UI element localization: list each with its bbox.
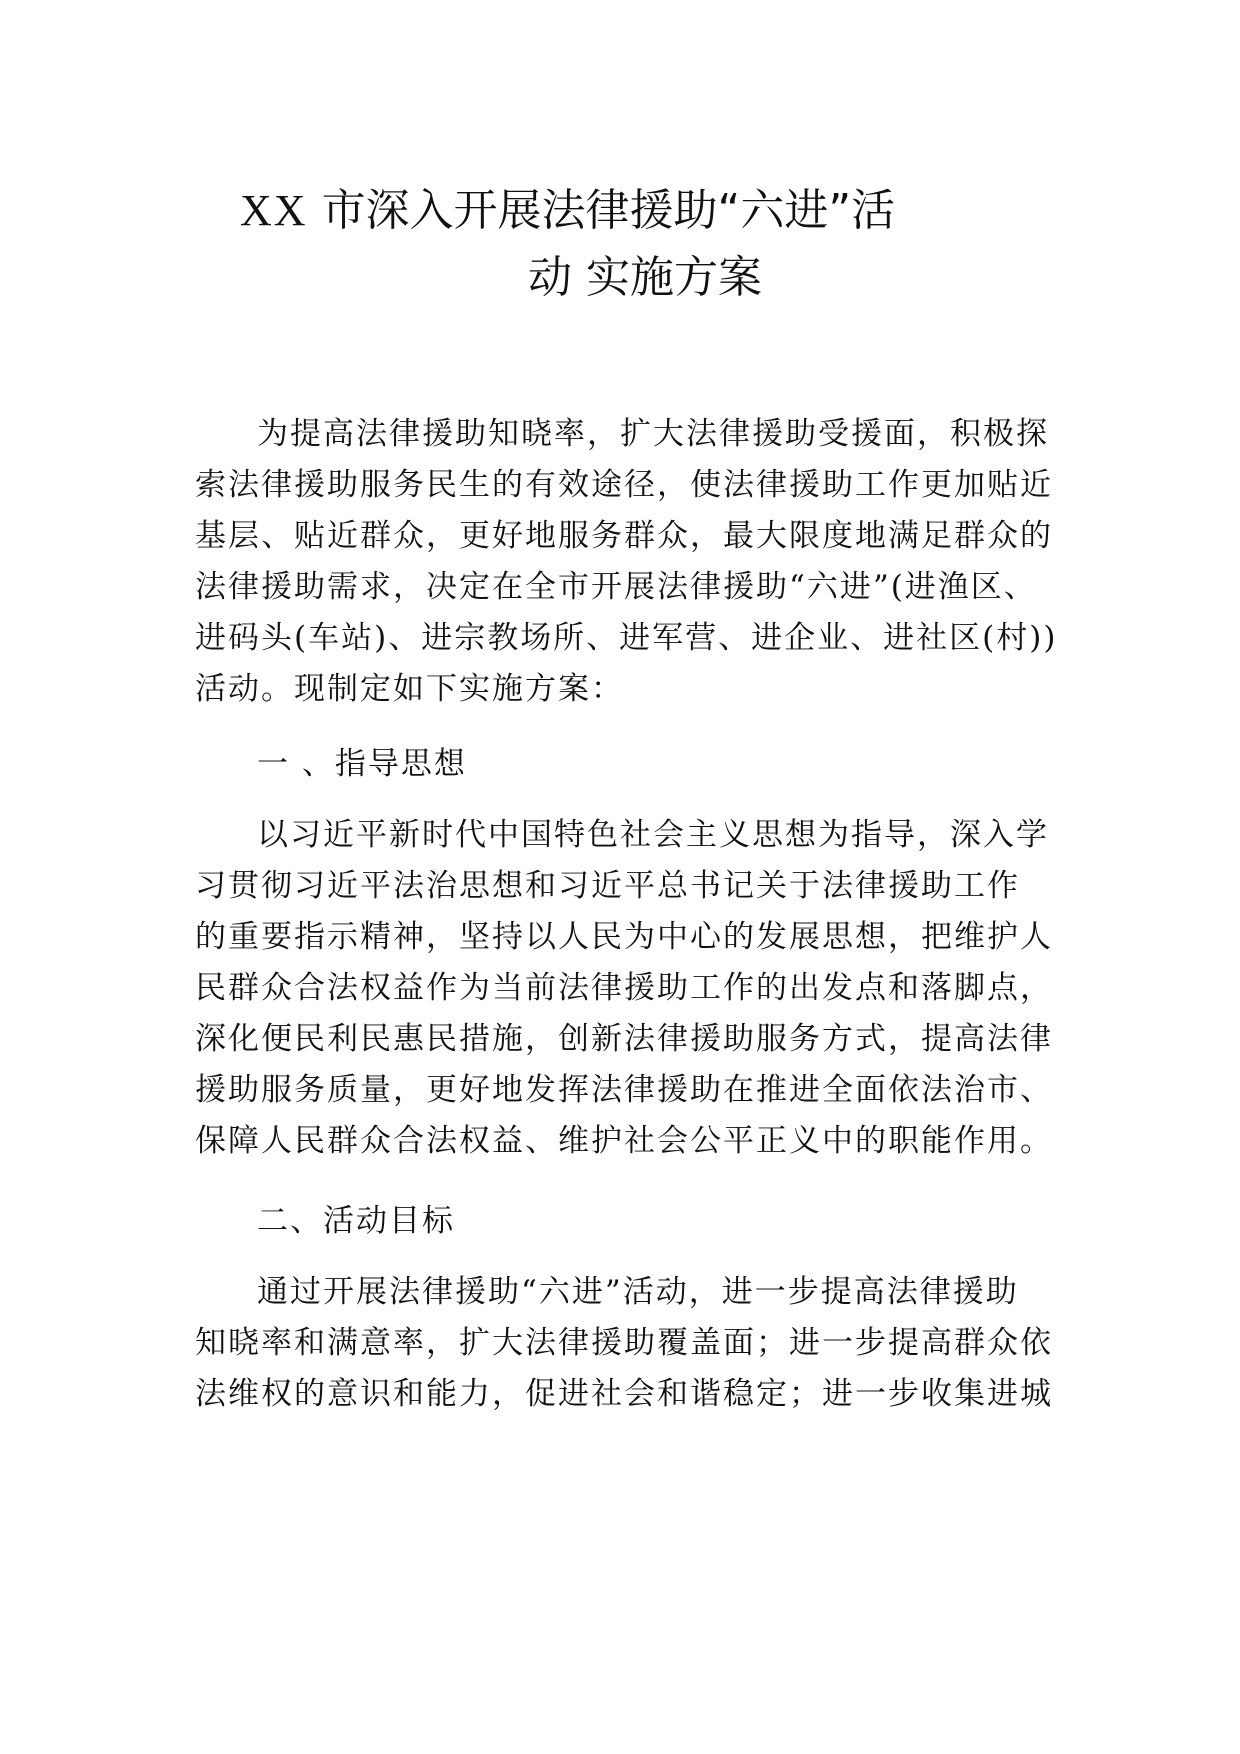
title-text: 市深入开展法律援助“六进”活 <box>321 185 896 236</box>
guiding-ideology-paragraph-line: 的重要指示精神，坚持以人民为中心的发展思想，把维护人 <box>195 919 1053 955</box>
guiding-ideology-paragraph-line: 援助服务质量，更好地发挥法律援助在推进全面依法治市、 <box>195 1072 1053 1108</box>
intro-paragraph-line: 为提高法律援助知晓率，扩大法律援助受援面，积极探 <box>257 416 1049 452</box>
activity-goals-paragraph-line: 通过开展法律援助“六进”活动，进一步提高法律援助 <box>257 1274 1019 1310</box>
section-heading-guiding-ideology: 一 、指导思想 <box>257 746 467 782</box>
intro-paragraph-line: 法律援助需求，决定在全市开展法律援助“六进”(进渔区、 <box>195 569 1037 605</box>
section-heading-activity-goals: 二、活动目标 <box>257 1203 455 1239</box>
guiding-ideology-paragraph-line: 以习近平新时代中国特色社会主义思想为指导，深入学 <box>257 817 1049 853</box>
intro-paragraph-line: 基层、贴近群众，更好地服务群众，最大限度地满足群众的 <box>195 518 1053 554</box>
intro-paragraph-line: 进码头(车站)、进宗教场所、进军营、进企业、进社区(村)) <box>195 620 1058 656</box>
guiding-ideology-paragraph-line: 民群众合法权益作为当前法律援助工作的出发点和落脚点， <box>195 970 1053 1006</box>
guiding-ideology-paragraph-line: 深化便民利民惠民措施，创新法律援助服务方式，提高法律 <box>195 1021 1053 1057</box>
guiding-ideology-paragraph-line: 保障人民群众合法权益、维护社会公平正义中的职能作用。 <box>195 1123 1053 1159</box>
document-title-line-2: 动 实施方案 <box>528 252 762 303</box>
intro-paragraph-line: 索法律援助服务民生的有效途径，使法律援助工作更加贴近 <box>195 467 1053 503</box>
guiding-ideology-paragraph-line: 习贯彻习近平法治思想和习近平总书记关于法律援助工作 <box>195 868 1020 904</box>
activity-goals-paragraph-line: 知晓率和满意率，扩大法律援助覆盖面；进一步提高群众依 <box>195 1325 1053 1361</box>
document-title-line-1 <box>240 186 895 236</box>
activity-goals-paragraph-line: 法维权的意识和能力，促进社会和谐稳定；进一步收集进城 <box>195 1376 1053 1412</box>
title-city-placeholder: XX <box>240 186 308 235</box>
intro-paragraph-line: 活动。现制定如下实施方案： <box>195 671 624 707</box>
